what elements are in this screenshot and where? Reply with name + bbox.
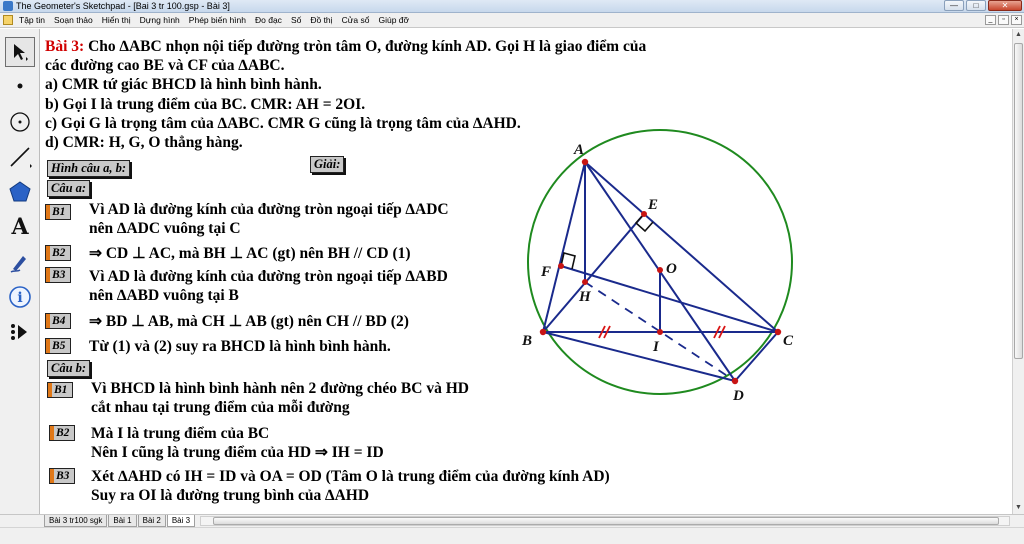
step-a3-line-2: nên ∆ABD vuông tại B <box>89 287 239 304</box>
step-a5-button[interactable]: B5 <box>45 338 71 354</box>
geometry-figure[interactable] <box>41 29 1012 514</box>
tab-bai-3-tr100-sgk[interactable]: Bài 3 tr100 sgk <box>44 515 107 527</box>
problem-line-5: c) Gọi G là trọng tâm của ∆ABC. CMR G cũng là trọng tâm của ∆AHD. <box>45 114 521 132</box>
step-b3-button[interactable]: B3 <box>49 468 75 484</box>
step-b3-line-1: Xét ∆AHD có IH = ID và OA = OD (Tâm O là trung điểm của đường kính AD) <box>91 468 610 485</box>
step-b1-line-2: cắt nhau tại trung điểm của mỗi đường <box>91 399 350 416</box>
label-f[interactable]: F <box>541 264 552 280</box>
arrow-tool-icon[interactable] <box>5 37 35 67</box>
step-a1-line-1: Vì AD là đường kính của đường tròn ngoại tiếp ∆ADC <box>89 201 449 218</box>
sketch-canvas[interactable] <box>41 29 1012 514</box>
step-b2-button[interactable]: B2 <box>49 425 75 441</box>
compass-tool-icon[interactable] <box>5 107 35 137</box>
vertical-scrollbar[interactable] <box>1012 29 1024 514</box>
step-a1-line-2: nên ∆ADC vuông tại C <box>89 220 241 237</box>
menu-number[interactable]: Số <box>290 15 302 25</box>
label-o[interactable]: O <box>666 261 677 277</box>
problem-line-6: d) CMR: H, G, O thẳng hàng. <box>45 134 243 152</box>
information-tool-icon[interactable] <box>5 282 35 312</box>
polygon-tool-icon[interactable] <box>5 177 35 207</box>
scroll-up-icon[interactable]: ▲ <box>1015 31 1022 38</box>
text-tool-icon[interactable]: A <box>11 214 29 240</box>
menu-bar <box>0 13 1024 28</box>
menu-edit[interactable]: Soạn thảo <box>54 15 93 25</box>
horizontal-scroll-thumb[interactable] <box>213 517 999 525</box>
marker-tool-icon[interactable] <box>5 247 35 277</box>
doc-minimize-button[interactable]: _ <box>985 15 996 25</box>
step-a4-line-1: ⇒ BD ⊥ AB, mà CH ⊥ AB (gt) nên CH // BD (2) <box>89 313 409 330</box>
page-tabs <box>44 515 196 527</box>
straightedge-tool-icon[interactable] <box>5 142 35 172</box>
page-tab-bar <box>0 514 1024 527</box>
problem-line-3: a) CMR tứ giác BHCD là hình bình hành. <box>45 76 322 94</box>
step-b2-line-1: Mà I là trung điểm của BC <box>91 425 270 442</box>
point-b[interactable] <box>540 329 546 335</box>
point-a[interactable] <box>582 159 588 165</box>
close-button[interactable]: ✕ <box>988 0 1022 11</box>
menu-transform[interactable]: Phép biến hình <box>188 15 246 25</box>
window-controls <box>944 0 1022 12</box>
doc-close-button[interactable]: × <box>1011 15 1022 25</box>
label-i[interactable]: I <box>653 339 659 355</box>
point-i[interactable] <box>657 329 663 335</box>
point-h[interactable] <box>582 279 588 285</box>
problem-line-1: Cho ∆ABC nhọn nội tiếp đường tròn tâm O, đường kính AD. Gọi H là giao điểm của <box>84 38 647 55</box>
part-a-button[interactable]: Câu a: <box>47 180 90 197</box>
menu-help[interactable]: Giúp đỡ <box>378 15 410 25</box>
label-h[interactable]: H <box>579 289 591 305</box>
step-a1-button[interactable]: B1 <box>45 204 71 220</box>
show-figure-button[interactable]: Hình câu a, b: <box>47 160 130 177</box>
step-a4-button[interactable]: B4 <box>45 313 71 329</box>
point-d[interactable] <box>732 378 738 384</box>
vertical-scroll-thumb[interactable] <box>1014 43 1023 359</box>
solution-button[interactable]: Giải: <box>310 156 344 173</box>
menu-construct[interactable]: Dựng hình <box>139 15 180 25</box>
circumcircle[interactable] <box>528 130 792 394</box>
scroll-down-icon[interactable]: ▼ <box>1015 504 1022 511</box>
tab-bai-2[interactable]: Bài 2 <box>138 515 166 527</box>
menu-measure[interactable]: Đo đạc <box>255 15 282 25</box>
sketchpad-app-icon <box>3 1 13 11</box>
minimize-button[interactable]: — <box>944 0 964 11</box>
point-tool-icon[interactable] <box>5 71 35 101</box>
step-a2-line-1: ⇒ CD ⊥ AC, mà BH ⊥ AC (gt) nên BH // CD (1) <box>89 245 411 262</box>
segment-cd[interactable] <box>735 332 778 381</box>
step-a2-button[interactable]: B2 <box>45 245 71 261</box>
segment-ac[interactable] <box>585 162 778 332</box>
step-b1-line-1: Vì BHCD là hình bình hành nên 2 đường chéo BC và HD <box>91 380 469 397</box>
point-f[interactable] <box>558 263 564 269</box>
document-icon[interactable] <box>3 15 13 25</box>
step-b1-button[interactable]: B1 <box>47 382 73 398</box>
menu-window[interactable]: Cửa sổ <box>341 15 370 25</box>
point-o[interactable] <box>657 267 663 273</box>
tab-bai-1[interactable]: Bài 1 <box>108 515 136 527</box>
custom-tool-icon[interactable] <box>5 317 35 347</box>
problem-line-4: b) Gọi I là trung điểm của BC. CMR: AH = 2OI. <box>45 95 366 113</box>
label-b[interactable]: B <box>522 333 533 349</box>
horizontal-scrollbar[interactable] <box>200 516 1010 526</box>
status-bar <box>0 527 1024 544</box>
label-c[interactable]: C <box>783 333 794 349</box>
step-b2-line-2: Nên I cũng là trung điểm của HD ⇒ IH = ID <box>91 444 384 461</box>
point-c[interactable] <box>775 329 781 335</box>
svg-text:i: i <box>17 290 23 306</box>
window-title: The Geometer's Sketchpad - [Bai 3 tr 100.gsp - Bài 3] <box>16 1 230 11</box>
label-e[interactable]: E <box>648 197 659 213</box>
menu-display[interactable]: Hiển thị <box>101 15 131 25</box>
problem-label: Bài 3: <box>45 38 85 55</box>
menu-graph[interactable]: Đồ thị <box>310 15 333 25</box>
point-e[interactable] <box>641 211 647 217</box>
part-b-button[interactable]: Câu b: <box>47 360 90 377</box>
title-bar <box>0 0 1024 13</box>
tab-bai-3[interactable]: Bài 3 <box>167 515 195 527</box>
step-a3-button[interactable]: B3 <box>45 267 71 283</box>
label-a[interactable]: A <box>574 142 585 158</box>
label-d[interactable]: D <box>733 388 744 404</box>
problem-line-2: các đường cao BE và CF của ∆ABC. <box>45 57 285 75</box>
step-b3-line-2: Suy ra OI là đường trung bình của ∆AHD <box>91 487 370 504</box>
doc-restore-button[interactable]: ▫ <box>998 15 1009 25</box>
maximize-button[interactable]: □ <box>966 0 986 11</box>
menu-file[interactable]: Tập tin <box>19 15 45 25</box>
step-a3-line-1: Vì AD là đường kính của đường tròn ngoại tiếp ∆ABD <box>89 268 448 285</box>
toolbox <box>0 29 40 514</box>
document-controls <box>985 15 1022 25</box>
step-a5-line-1: Từ (1) và (2) suy ra BHCD là hình bình hành. <box>89 338 391 355</box>
